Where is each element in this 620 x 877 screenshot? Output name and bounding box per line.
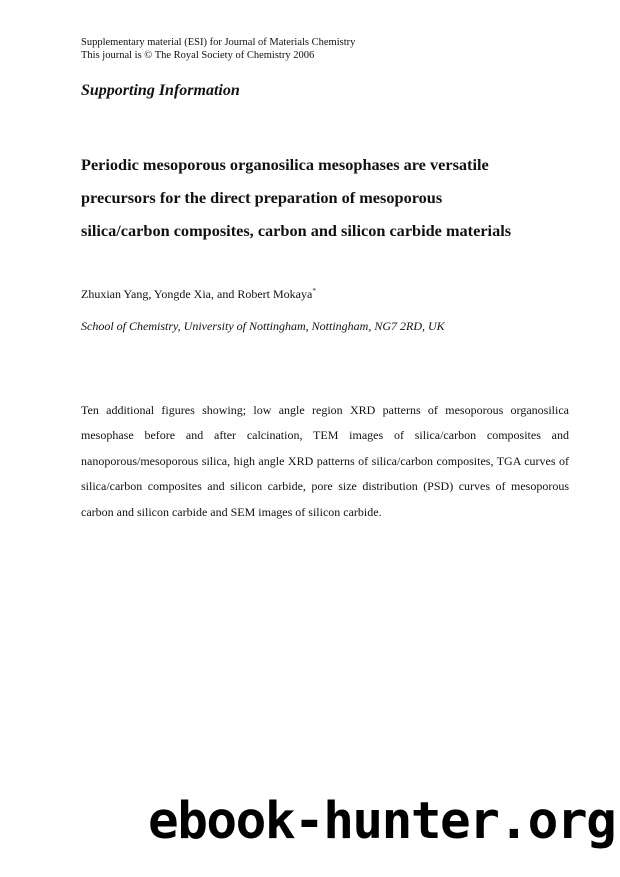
author-list (81, 287, 316, 302)
watermark-logo: ebook-hunter.org (148, 792, 616, 851)
section-heading: Supporting Information (81, 82, 240, 99)
corresponding-author-mark: * (312, 287, 316, 295)
title-line-1: Periodic mesoporous organosilica mesophases are versatile (81, 155, 489, 174)
abstract-paragraph: Ten additional figures showing; low angle region XRD patterns of mesoporous organosilica mesophase before and after calcination, TEM images of silica/carbon composites and nanoporous/mesoporous silica, high angle XRD patterns of silica/carbon composites, TGA curves of silica/carbon composites and silicon carbide, pore size distribution (PSD) curves of mesoporous carbon and silicon carbide and SEM images of silicon carbide. (81, 403, 569, 519)
affiliation: School of Chemistry, University of Nottingham, Nottingham, NG7 2RD, UK (81, 319, 445, 333)
title-line-3: silica/carbon composites, carbon and silicon carbide materials (81, 221, 512, 240)
author-names: Zhuxian Yang, Yongde Xia, and Robert Mokaya (81, 287, 313, 301)
header-line-esi: Supplementary material (ESI) for Journal of Materials Chemistry (81, 37, 356, 48)
title-line-2: precursors for the direct preparation of mesoporous (81, 188, 443, 207)
paper-title (81, 148, 551, 247)
journal-header (81, 37, 355, 62)
header-line-copyright: This journal is © The Royal Society of Chemistry 2006 (81, 49, 315, 61)
